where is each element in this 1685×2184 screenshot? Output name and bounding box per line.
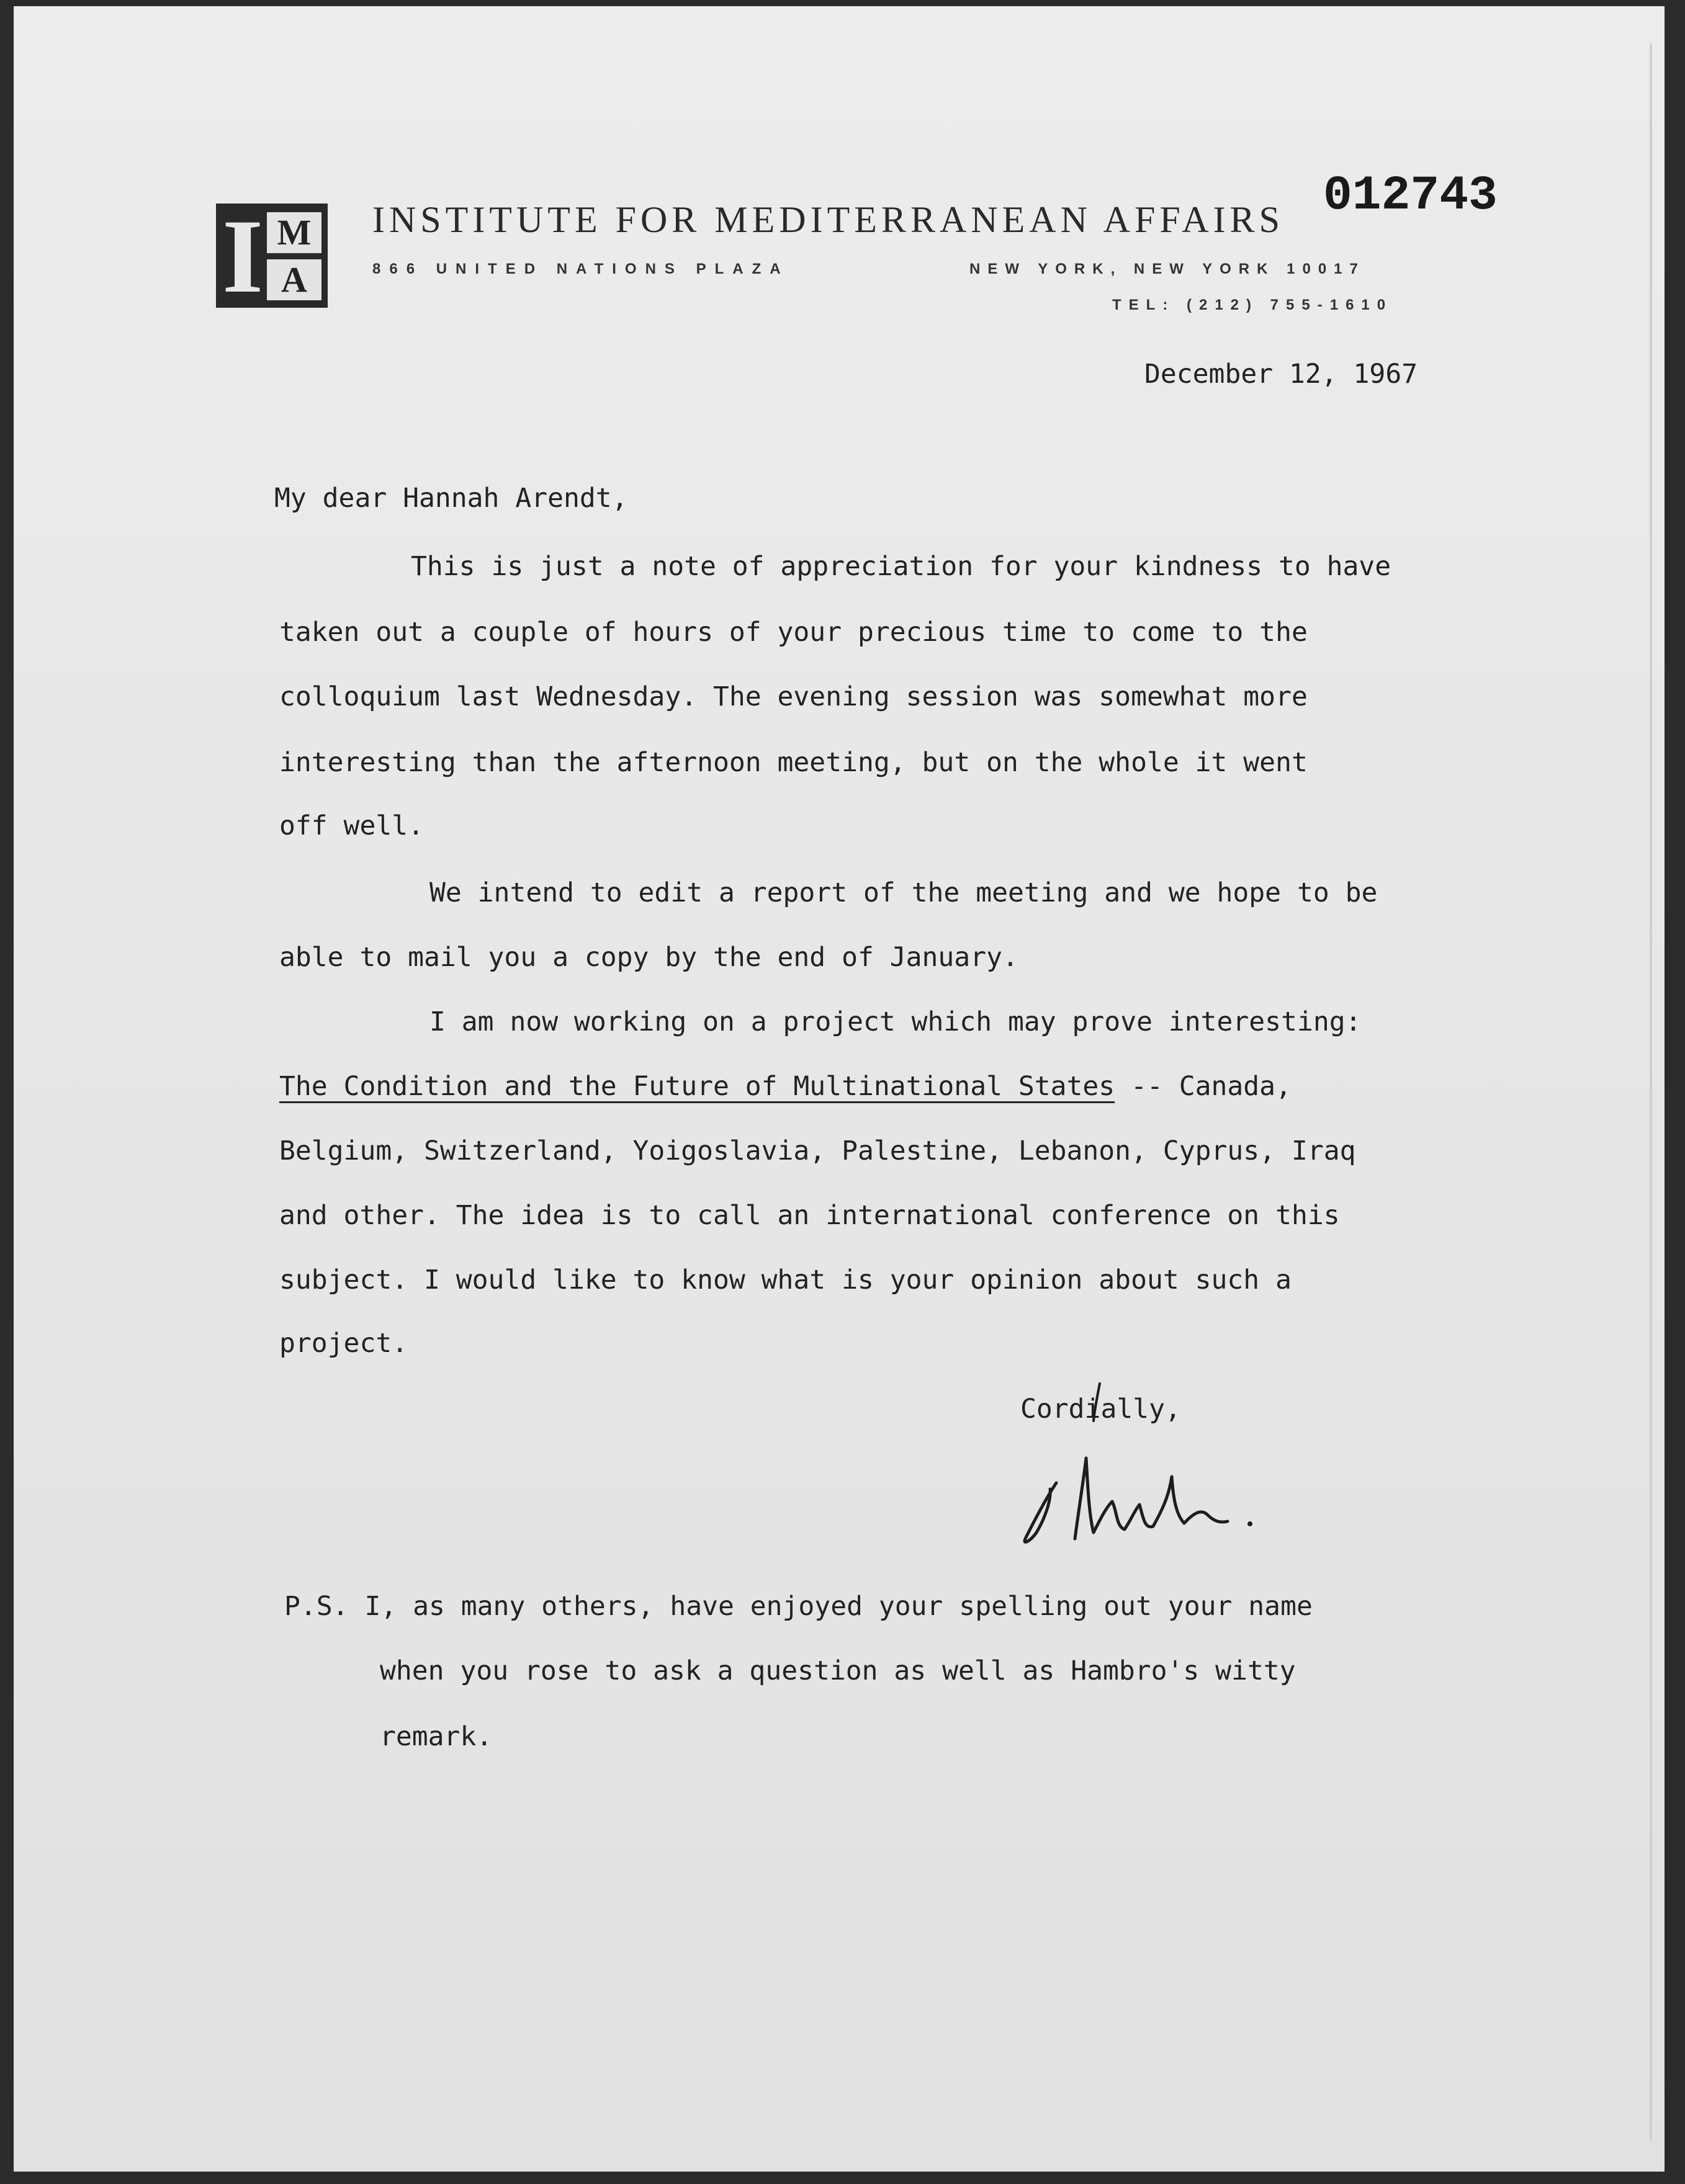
postscript-line: P.S. I, as many others, have enjoyed your spelling out your name: [284, 1591, 1313, 1622]
body-line: off well.: [279, 810, 424, 841]
logo-letter-a: A: [267, 259, 321, 300]
postscript-line: remark.: [380, 1721, 493, 1752]
body-line: project.: [279, 1328, 408, 1359]
body-line: and other. The idea is to call an international conference on this: [279, 1200, 1340, 1231]
ima-logo: [216, 198, 328, 315]
closing: Cordially,: [1020, 1394, 1181, 1425]
body-line: able to mail you a copy by the end of January.: [279, 942, 1018, 973]
body-line: This is just a note of appreciation for your kindness to have: [411, 551, 1391, 582]
body-line: Belgium, Switzerland, Yoigoslavia, Palestine, Lebanon, Cyprus, Iraq: [279, 1135, 1356, 1166]
document-number-stamp: 012743: [1323, 169, 1498, 223]
handwritten-signature: [1007, 1377, 1267, 1551]
body-line: We intend to edit a report of the meeting and we hope to be: [429, 877, 1378, 908]
organization-name: INSTITUTE FOR MEDITERRANEAN AFFAIRS: [372, 199, 1284, 240]
body-line: colloquium last Wednesday. The evening session was somewhat more: [279, 681, 1308, 712]
body-line-project-title: [279, 1071, 1292, 1102]
letter-page: [14, 6, 1665, 2172]
logo-letter-m: M: [267, 212, 321, 253]
page-edge: [1650, 43, 1652, 2141]
body-line: I am now working on a project which may prove interesting:: [429, 1006, 1362, 1037]
body-line: subject. I would like to know what is your opinion about such a: [279, 1264, 1292, 1296]
project-title-continuation: -- Canada,: [1115, 1071, 1292, 1102]
organization-phone: TEL: (212) 755-1610: [1112, 297, 1393, 313]
logo-letter-i: I: [222, 198, 264, 315]
project-title: The Condition and the Future of Multinational States: [279, 1071, 1115, 1102]
postscript-line: when you rose to ask a question as well as Hambro's witty: [380, 1655, 1296, 1686]
letter-date: December 12, 1967: [1144, 359, 1418, 390]
organization-city: NEW YORK, NEW YORK 10017: [969, 261, 1365, 277]
salutation: My dear Hannah Arendt,: [274, 483, 628, 514]
organization-address: 866 UNITED NATIONS PLAZA: [372, 261, 789, 277]
body-line: taken out a couple of hours of your precious time to come to the: [279, 617, 1308, 648]
body-line: interesting than the afternoon meeting, but on the whole it went: [279, 747, 1308, 778]
